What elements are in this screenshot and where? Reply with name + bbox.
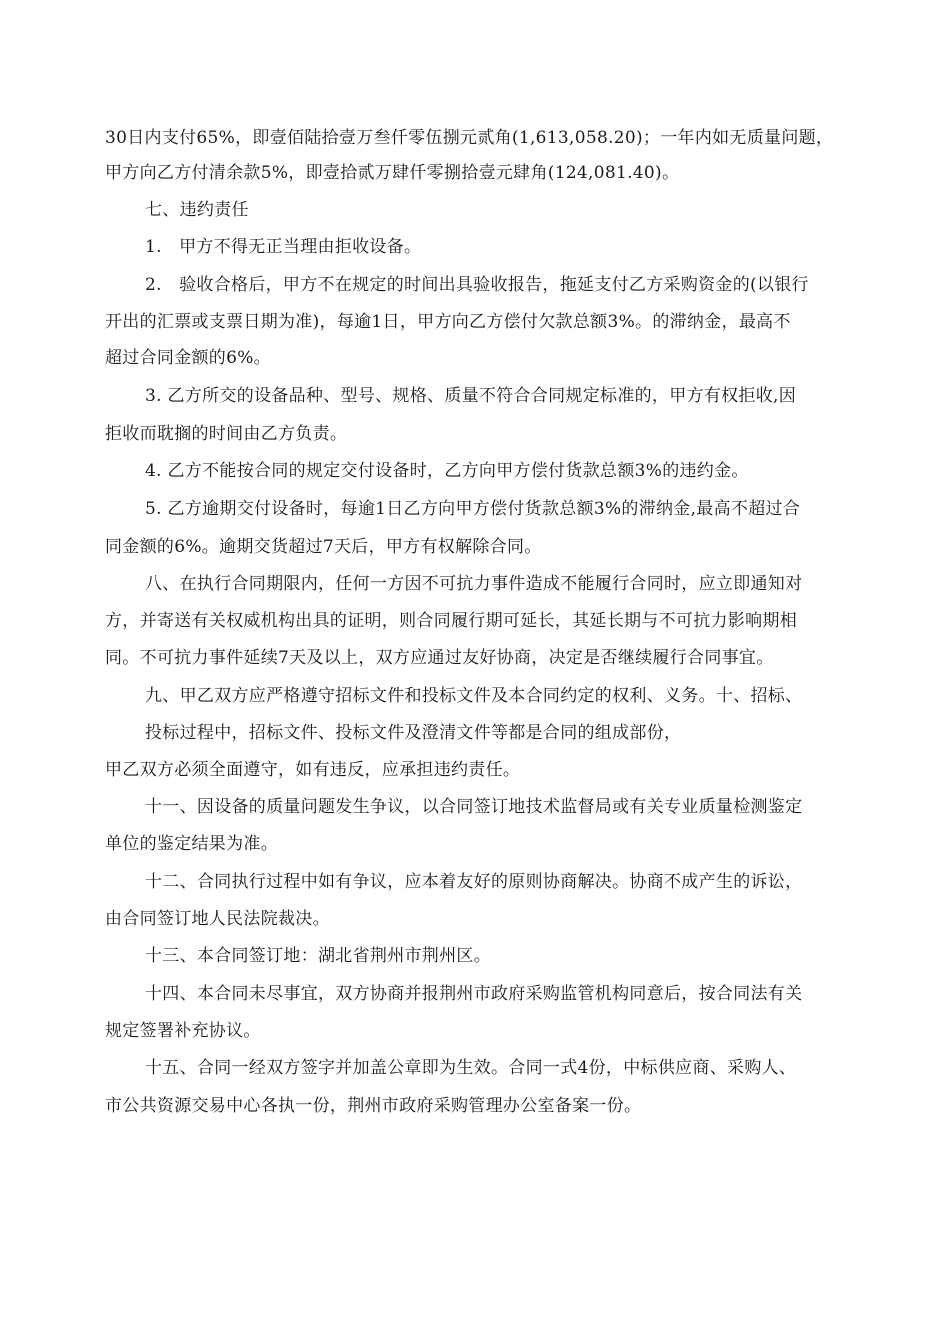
text-line: 十四、本合同未尽事宜，双方协商并报荆州市政府采购监管机构同意后，按合同法有关 <box>145 984 803 1004</box>
text-line: 十二、合同执行过程中如有争议，应本着友好的原则协商解决。协商不成产生的诉讼， <box>145 872 803 892</box>
text-line: 市公共资源交易中心各执一份，荆州市政府采购管理办公室备案一份。 <box>105 1096 642 1116</box>
text-line: 十三、本合同签订地：湖北省荆州市荆州区。 <box>145 946 491 966</box>
text-line: 超过合同金额的6%。 <box>105 348 271 368</box>
text-line: 4. 乙方不能按合同的规定交付设备时，乙方向甲方偿付货款总额3%的违约金。 <box>145 461 749 481</box>
text-line: 九、甲乙双方应严格遵守招标文件和投标文件及本合同约定的权利、义务。十、招标、 <box>145 686 803 706</box>
text-line: 开出的汇票或支票日期为准)，每逾1日，甲方向乙方偿付欠款总额3%。的滞纳金，最高不 <box>105 312 791 332</box>
text-line: 由合同签订地人民法院裁决。 <box>105 909 330 929</box>
text-line: 单位的鉴定结果为准。 <box>105 834 278 854</box>
text-line: 甲方向乙方付清余款5%，即壹拾贰万肆仟零捌拾壹元肆角(124,081.40)。 <box>105 163 680 183</box>
text-line: 1. 甲方不得无正当理由拒收设备。 <box>145 237 422 257</box>
text-line: 同。不可抗力事件延续7天及以上，双方应通过友好协商，决定是否继续履行合同事宜。 <box>105 648 774 668</box>
text-line: 甲乙双方必须全面遵守，如有违反，应承担违约责任。 <box>105 760 521 780</box>
text-line: 十五、合同一经双方签字并加盖公章即为生效。合同一式4份，中标供应商、采购人、 <box>145 1058 797 1078</box>
section-heading: 七、违约责任 <box>145 200 249 220</box>
text-line: 方，并寄送有关权威机构出具的证明，则合同履行期可延长，其延长期与不可抗力影响期相 <box>105 611 797 631</box>
text-line: 拒收而耽搁的时间由乙方负责。 <box>105 424 348 444</box>
text-line: 八、在执行合同期限内，任何一方因不可抗力事件造成不能履行合同时，应立即通知对 <box>145 574 803 594</box>
text-line: 十一、因设备的质量问题发生争议，以合同签订地技术监督局或有关专业质量检测鉴定 <box>145 797 803 817</box>
text-line: 3. 乙方所交的设备品种、型号、规格、质量不符合合同规定标准的，甲方有权拒收,因 <box>145 386 797 406</box>
text-line: 30日内支付65%，即壹佰陆拾壹万叁仟零伍捌元贰角(1,613,058.20)；一年内如无质量问题， <box>105 128 834 148</box>
text-line: 5. 乙方逾期交付设备时，每逾1日乙方向甲方偿付货款总额3%的滞纳金,最高不超过合 <box>145 499 801 519</box>
text-line: 2. 验收合格后，甲方不在规定的时间出具验收报告，拖延支付乙方采购资金的(以银行 <box>145 275 809 295</box>
text-line: 同金额的6%。逾期交货超过7天后，甲方有权解除合同。 <box>105 537 542 557</box>
text-line: 投标过程中，招标文件、投标文件及澄清文件等都是合同的组成部份， <box>145 723 682 743</box>
text-line: 规定签署补充协议。 <box>105 1021 261 1041</box>
